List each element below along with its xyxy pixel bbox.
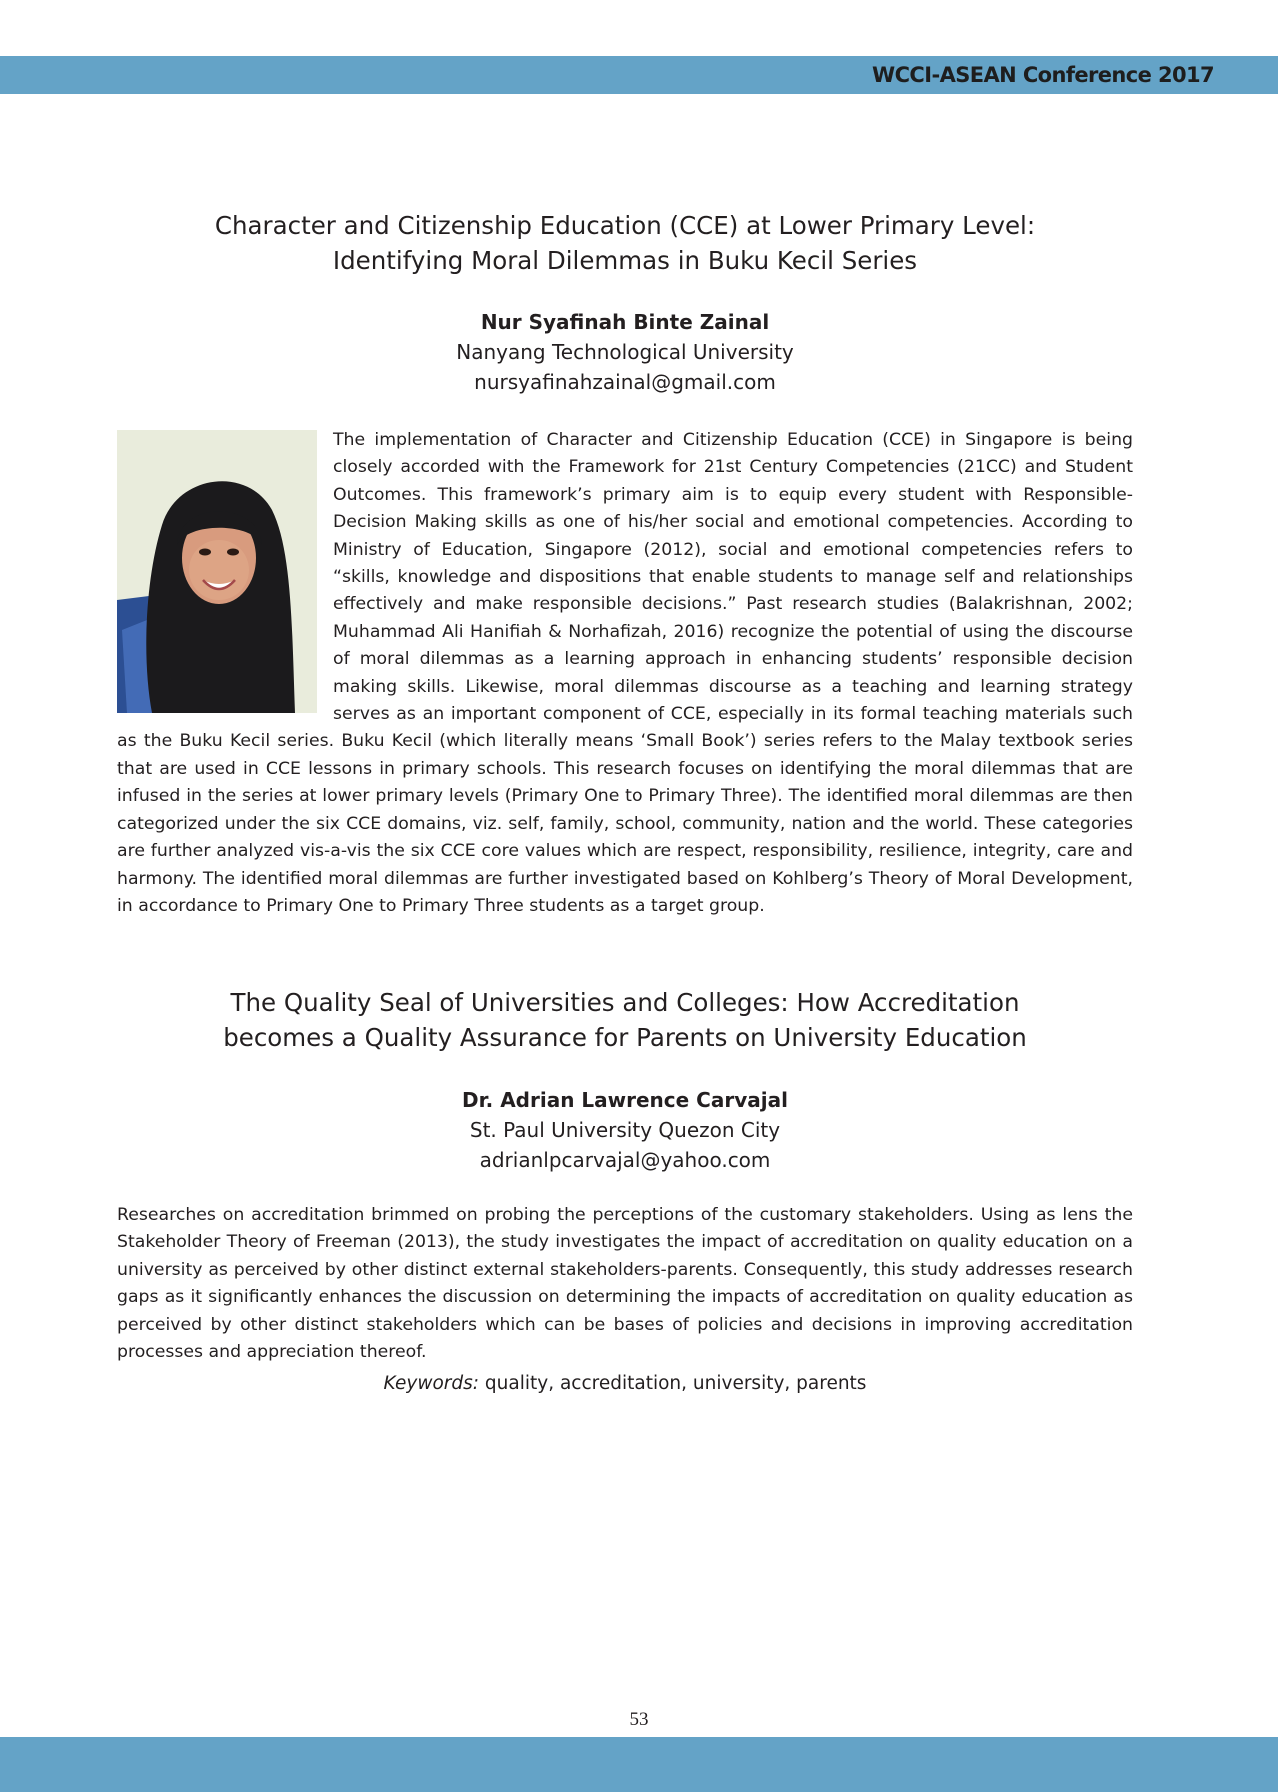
paper-2-author-block bbox=[140, 1085, 1110, 1175]
paper-2-keywords bbox=[117, 1370, 1133, 1398]
conference-title: WCCI-ASEAN Conference 2017 bbox=[872, 63, 1214, 87]
paper-1-affiliation: Nanyang Technological University bbox=[456, 340, 794, 364]
header-band bbox=[0, 56, 1278, 94]
paper-1-title bbox=[140, 208, 1110, 278]
paper-1-author-block bbox=[140, 307, 1110, 397]
page-number: 53 bbox=[629, 1709, 649, 1730]
footer-band bbox=[0, 1737, 1278, 1792]
paper-2-title bbox=[140, 985, 1110, 1055]
author-photo bbox=[117, 430, 317, 713]
paper-1-title-line: Character and Citizenship Education (CCE) at Lower Primary Level: bbox=[214, 211, 1036, 240]
paper-2-title-line: The Quality Seal of Universities and Colleges: How Accreditation bbox=[230, 988, 1020, 1017]
paper-1-email: nursyafinahzainal@gmail.com bbox=[474, 370, 776, 394]
paper-1-abstract-text: The implementation of Character and Citizenship Education (CCE) in Singapore is being closely accorded with the Framework for 21st Century Competencies (21CC) and Student Outcomes. This framework’s primary aim is to equip every student with Responsible-Decision Making skills as one of his/her social and emotional competencies. According to Ministry of Education, Singapore (2012), social and emotional competencies refers to “skills, knowledge and dispositions that enable students to manage self and relationships effectively and make responsible decisions.” Past research studies (Balakrishnan, 2002; Muhammad Ali Hanifiah & Norhafizah, 2016) recognize the potential of using the discourse of moral dilemmas as a learning approach in enhancing students’ responsible decision making skills. Likewise, moral dilemmas discourse as a teaching and learning strategy serves as an important component of CCE, especially in its formal teaching materials such as the Buku Kecil series. Buku Kecil (which literally means ‘Small Book’) series refers to the Malay textbook series that are used in CCE lessons in primary schools. This research focuses on identifying the moral dilemmas that are infused in the series at lower primary levels (Primary One to Primary Three). The identified moral dilemmas are then categorized under the six CCE domains, viz. self, family, school, community, nation and the world. These categories are further analyzed vis-a-vis the six CCE core values which are respect, responsibility, resilience, integrity, care and harmony. The identified moral dilemmas are further investigated based on Kohlberg’s Theory of Moral Development, in accordance to Primary One to Primary Three students as a target group. bbox=[117, 430, 1133, 916]
paper-2-affiliation: St. Paul University Quezon City bbox=[469, 1118, 781, 1142]
paper-2-abstract-text: Researches on accreditation brimmed on probing the perceptions of the customary stakeholders. Using as lens the Stakeholder Theory of Freeman (2013), the study investigates the impact of accreditation on quality education on a university as perceived by other distinct external stakeholders-parents. Consequently, this study addresses research gaps as it significantly enhances the discussion on determining the impacts of accreditation on quality education as perceived by other distinct stakeholders which can be bases of policies and decisions in improving accreditation processes and appreciation thereof. bbox=[117, 1205, 1133, 1363]
paper-1-title-line: Identifying Moral Dilemmas in Buku Kecil Series bbox=[332, 246, 918, 275]
paper-2-author-name: Dr. Adrian Lawrence Carvajal bbox=[462, 1088, 788, 1112]
paper-2-email: adrianlpcarvajal@yahoo.com bbox=[479, 1148, 771, 1172]
keywords-list: quality, accreditation, university, parents bbox=[484, 1373, 867, 1394]
paper-1-abstract-block bbox=[117, 427, 1133, 920]
paper-1-author-name: Nur Syafinah Binte Zainal bbox=[480, 310, 770, 334]
paper-2-title-line: becomes a Quality Assurance for Parents on University Education bbox=[223, 1023, 1027, 1052]
keywords-label: Keywords: bbox=[383, 1373, 480, 1394]
